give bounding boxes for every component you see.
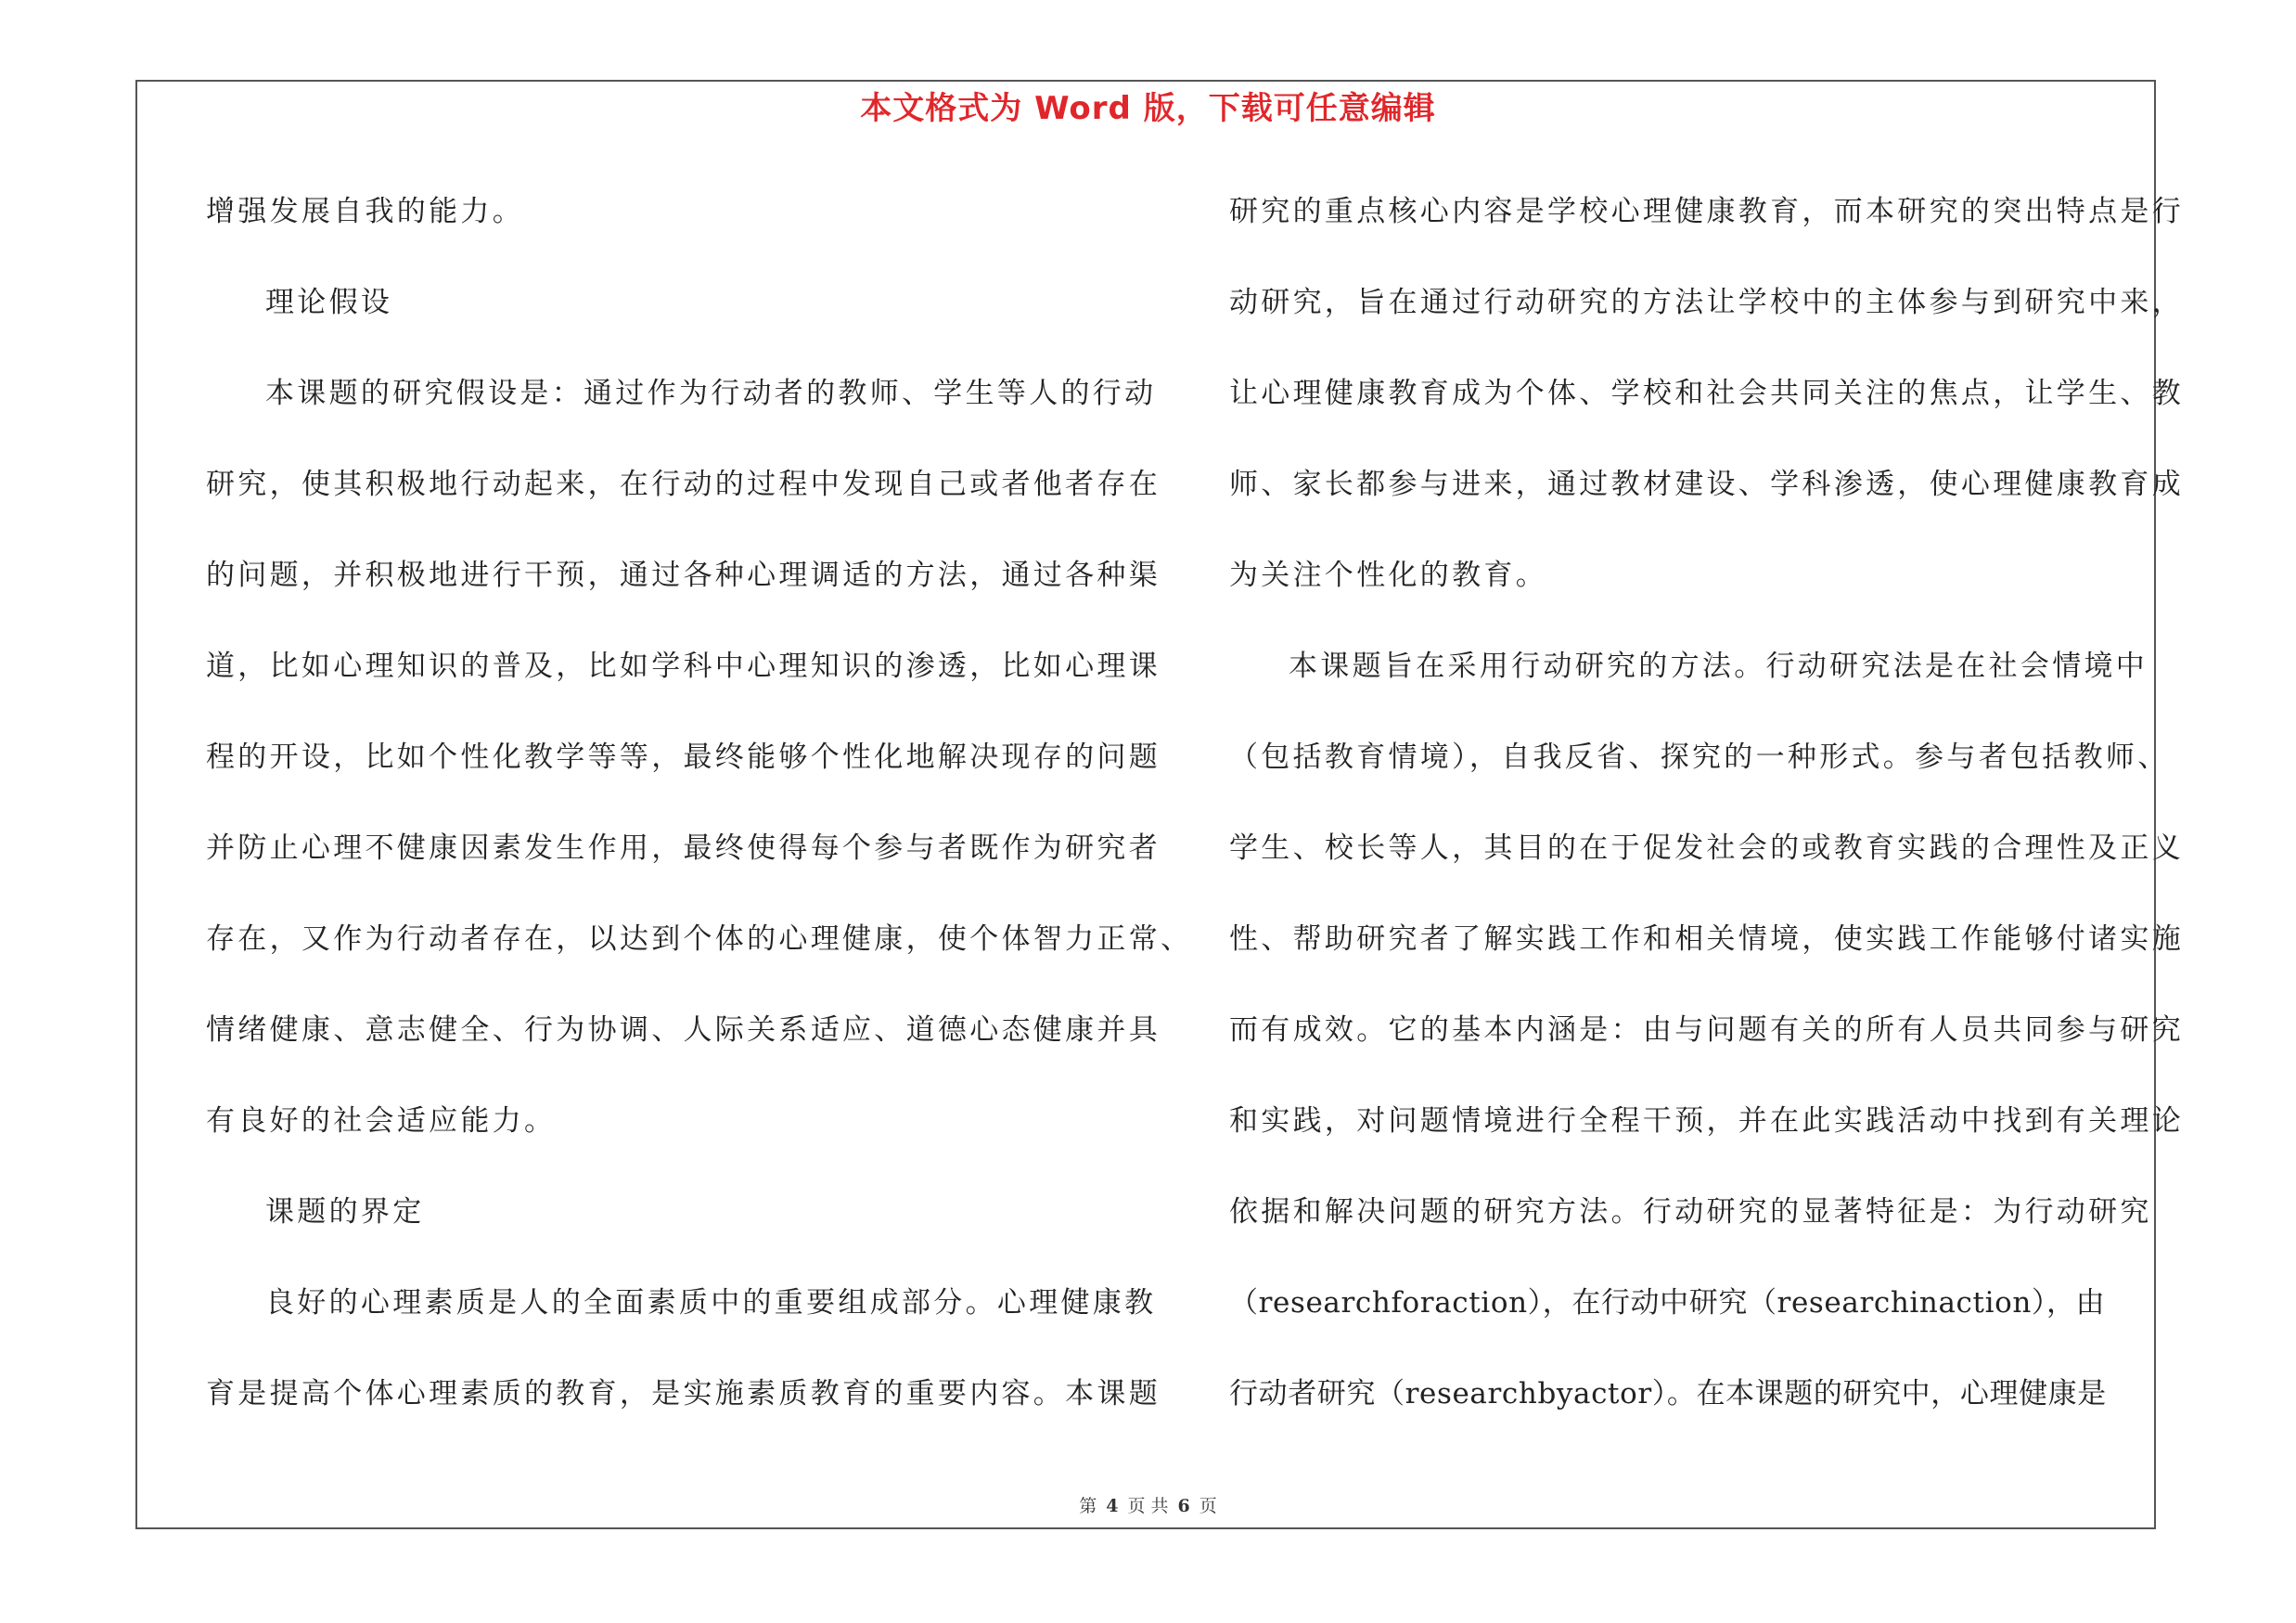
footer-suffix: 页 xyxy=(1199,1496,1217,1516)
text-line: 本课题的研究假设是：通过作为行动者的教师、学生等人的行动 xyxy=(265,377,1157,410)
total-pages-number: 6 xyxy=(1177,1496,1190,1516)
text-line: 有良好的社会适应能力。 xyxy=(206,1104,557,1138)
text-line: 程的开设，比如个性化教学等等，最终能够个性化地解决现存的问题 xyxy=(206,741,1161,774)
text-line: 存在，又作为行动者存在，以达到个体的心理健康，使个体智力正常、 xyxy=(206,922,1193,956)
text-line: （包括教育情境），自我反省、探究的一种形式。参与者包括教师、 xyxy=(1229,741,2170,774)
text-line: 并防止心理不健康因素发生作用，最终使得每个参与者既作为研究者 xyxy=(206,831,1161,865)
text-line: 研究，使其积极地行动起来，在行动的过程中发现自己或者他者存在 xyxy=(206,468,1161,501)
text-line: 让心理健康教育成为个体、学校和社会共同关注的焦点，让学生、教 xyxy=(1229,377,2184,410)
text-line: 师、家长都参与进来，通过教材建设、学科渗透，使心理健康教育成 xyxy=(1229,468,2184,501)
text-line: 动研究，旨在通过行动研究的方法让学校中的主体参与到研究中来， xyxy=(1229,286,2184,319)
text-line: 良好的心理素质是人的全面素质中的重要组成部分。心理健康教 xyxy=(265,1286,1157,1320)
text-line: 育是提高个体心理素质的教育，是实施素质教育的重要内容。本课题 xyxy=(206,1377,1161,1410)
text-line: 而有成效。它的基本内涵是：由与问题有关的所有人员共同参与研究 xyxy=(1229,1013,2184,1047)
text-line: 为关注个性化的教育。 xyxy=(1229,559,1547,592)
section-heading: 课题的界定 xyxy=(265,1195,425,1229)
footer-prefix: 第 xyxy=(1079,1496,1097,1516)
text-line: 行动者研究（researchbyactor）。在本课题的研究中，心理健康是 xyxy=(1229,1377,2107,1410)
text-line: 性、帮助研究者了解实践工作和相关情境，使实践工作能够付诸实施 xyxy=(1229,922,2184,956)
text-line: 研究的重点核心内容是学校心理健康教育，而本研究的突出特点是行 xyxy=(1229,195,2184,228)
text-line: （researchforaction），在行动中研究（researchinaction），由 xyxy=(1229,1286,2106,1320)
text-line: 增强发展自我的能力。 xyxy=(206,195,524,228)
text-line: 依据和解决问题的研究方法。行动研究的显著特征是：为行动研究 xyxy=(1229,1195,2152,1229)
text-line: 道，比如心理知识的普及，比如学科中心理知识的渗透，比如心理课 xyxy=(206,650,1161,683)
text-line: 本课题旨在采用行动研究的方法。行动研究法是在社会情境中 xyxy=(1289,650,2148,683)
text-line: 和实践，对问题情境进行全程干预，并在此实践活动中找到有关理论 xyxy=(1229,1104,2184,1138)
left-text-column xyxy=(206,186,1193,1459)
current-page-number: 4 xyxy=(1106,1496,1119,1516)
footer-mid: 页 共 xyxy=(1127,1496,1169,1516)
text-line: 的问题，并积极地进行干预，通过各种心理调适的方法，通过各种渠 xyxy=(206,559,1161,592)
text-line: 学生、校长等人，其目的在于促发社会的或教育实践的合理性及正义 xyxy=(1229,831,2184,865)
document-header-title: 本文格式为 Word 版，下载可任意编辑 xyxy=(860,90,1436,127)
text-line: 情绪健康、意志健全、行为协调、人际关系适应、道德心态健康并具 xyxy=(206,1013,1161,1047)
page-number-footer xyxy=(0,1494,2296,1518)
section-heading: 理论假设 xyxy=(265,286,393,319)
right-text-column xyxy=(1229,186,2184,1459)
